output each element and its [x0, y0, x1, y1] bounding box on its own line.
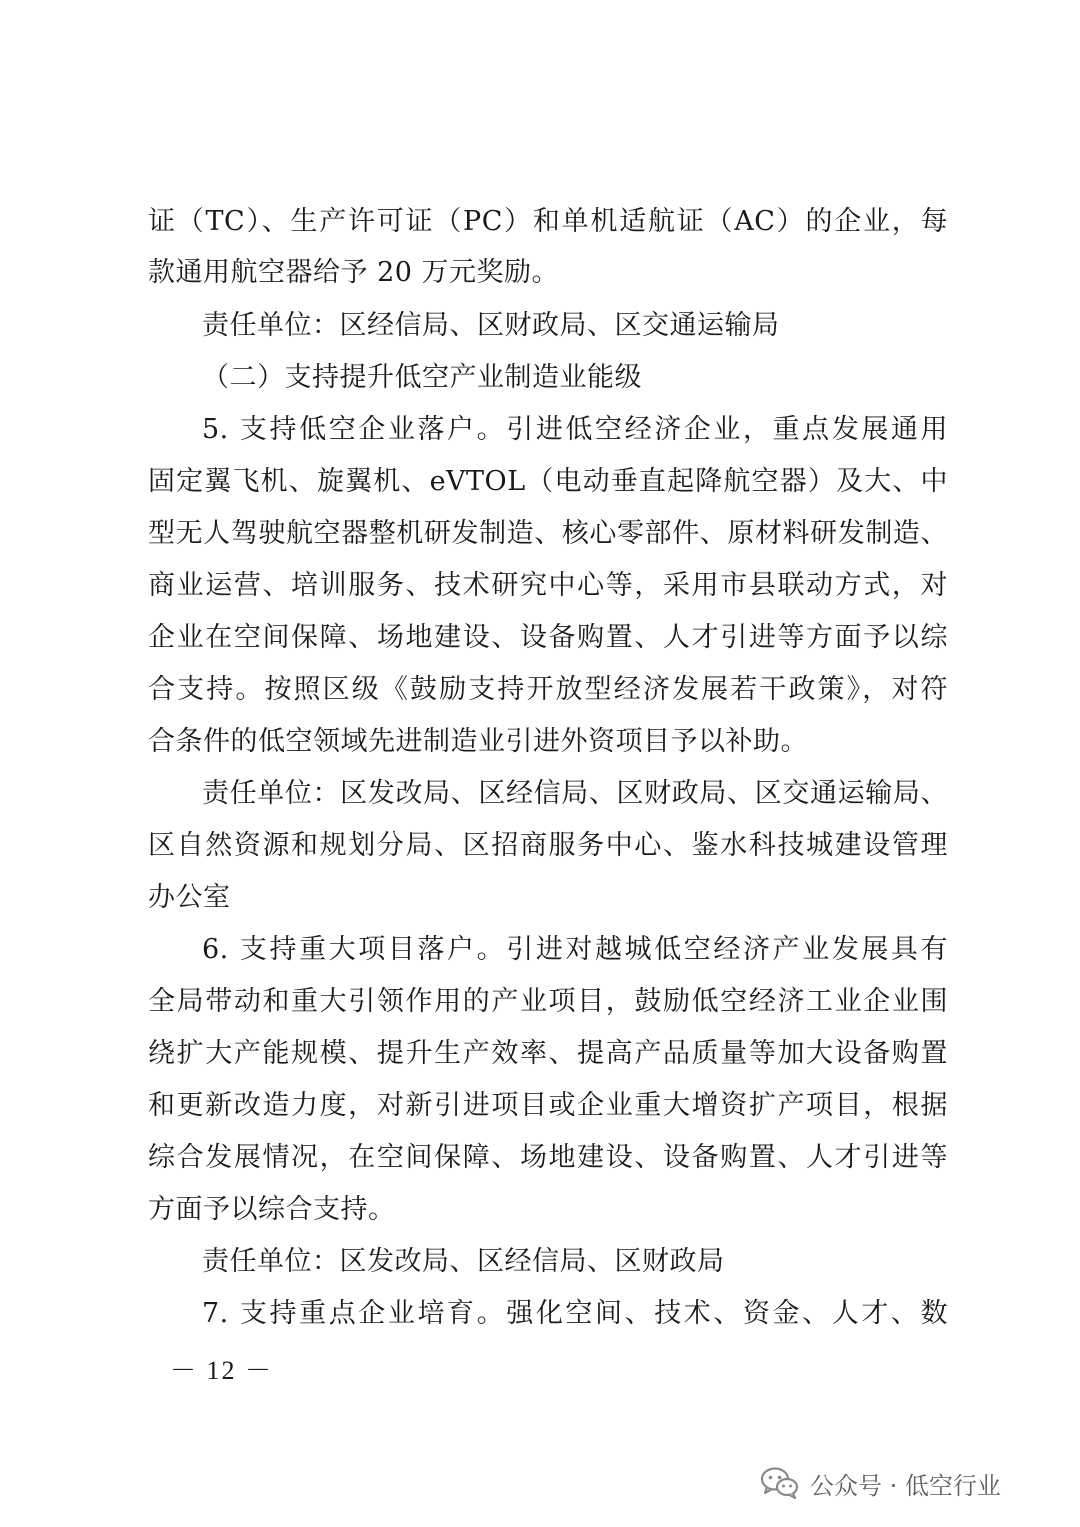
body-line: 5. 支持低空企业落户。引进低空经济企业，重点发展通用	[202, 414, 948, 445]
section-heading: （二）支持提升低空产业制造业能级	[202, 362, 642, 393]
body-line: 款通用航空器给予 20 万元奖励。	[148, 257, 560, 288]
body-line: 合条件的低空领域先进制造业引进外资项目予以补助。	[148, 726, 808, 757]
body-line: 型无人驾驶航空器整机研发制造、核心零部件、原材料研发制造、	[148, 518, 948, 549]
responsibility-line: 责任单位：区发改局、区经信局、区财政局	[202, 1246, 725, 1277]
body-line: 全局带动和重大引领作用的产业项目，鼓励低空经济工业企业围	[148, 986, 948, 1017]
body-line: 7. 支持重点企业培育。强化空间、技术、资金、人才、数	[202, 1298, 948, 1329]
page-number: － 12 －	[170, 1356, 274, 1385]
responsibility-line: 办公室	[148, 882, 231, 913]
body-line: 证（TC）、生产许可证（PC）和单机适航证（AC）的企业，每	[148, 206, 948, 237]
body-line: 综合发展情况，在空间保障、场地建设、设备购置、人才引进等	[148, 1142, 948, 1173]
wechat-icon	[760, 1466, 800, 1500]
body-line: 固定翼飞机、旋翼机、eVTOL（电动垂直起降航空器）及大、中	[148, 466, 948, 497]
responsibility-line: 责任单位：区经信局、区财政局、区交通运输局	[202, 310, 780, 341]
body-line: 方面予以综合支持。	[148, 1194, 396, 1225]
watermark-text: 公众号 · 低空行业	[810, 1471, 1001, 1500]
body-line: 和更新改造力度，对新引进项目或企业重大增资扩产项目，根据	[148, 1090, 948, 1121]
body-line: 6. 支持重大项目落户。引进对越城低空经济产业发展具有	[202, 934, 948, 965]
responsibility-line: 责任单位：区发改局、区经信局、区财政局、区交通运输局、	[202, 778, 948, 809]
body-line: 合支持。按照区级《鼓励支持开放型经济发展若干政策》，对符	[148, 674, 948, 705]
responsibility-line: 区自然资源和规划分局、区招商服务中心、鉴水科技城建设管理	[148, 830, 948, 861]
body-line: 商业运营、培训服务、技术研究中心等，采用市县联动方式，对	[148, 570, 948, 601]
body-line: 绕扩大产能规模、提升生产效率、提高产品质量等加大设备购置	[148, 1038, 948, 1069]
wechat-watermark	[760, 1463, 1001, 1503]
body-line: 企业在空间保障、场地建设、设备购置、人才引进等方面予以综	[148, 622, 948, 653]
